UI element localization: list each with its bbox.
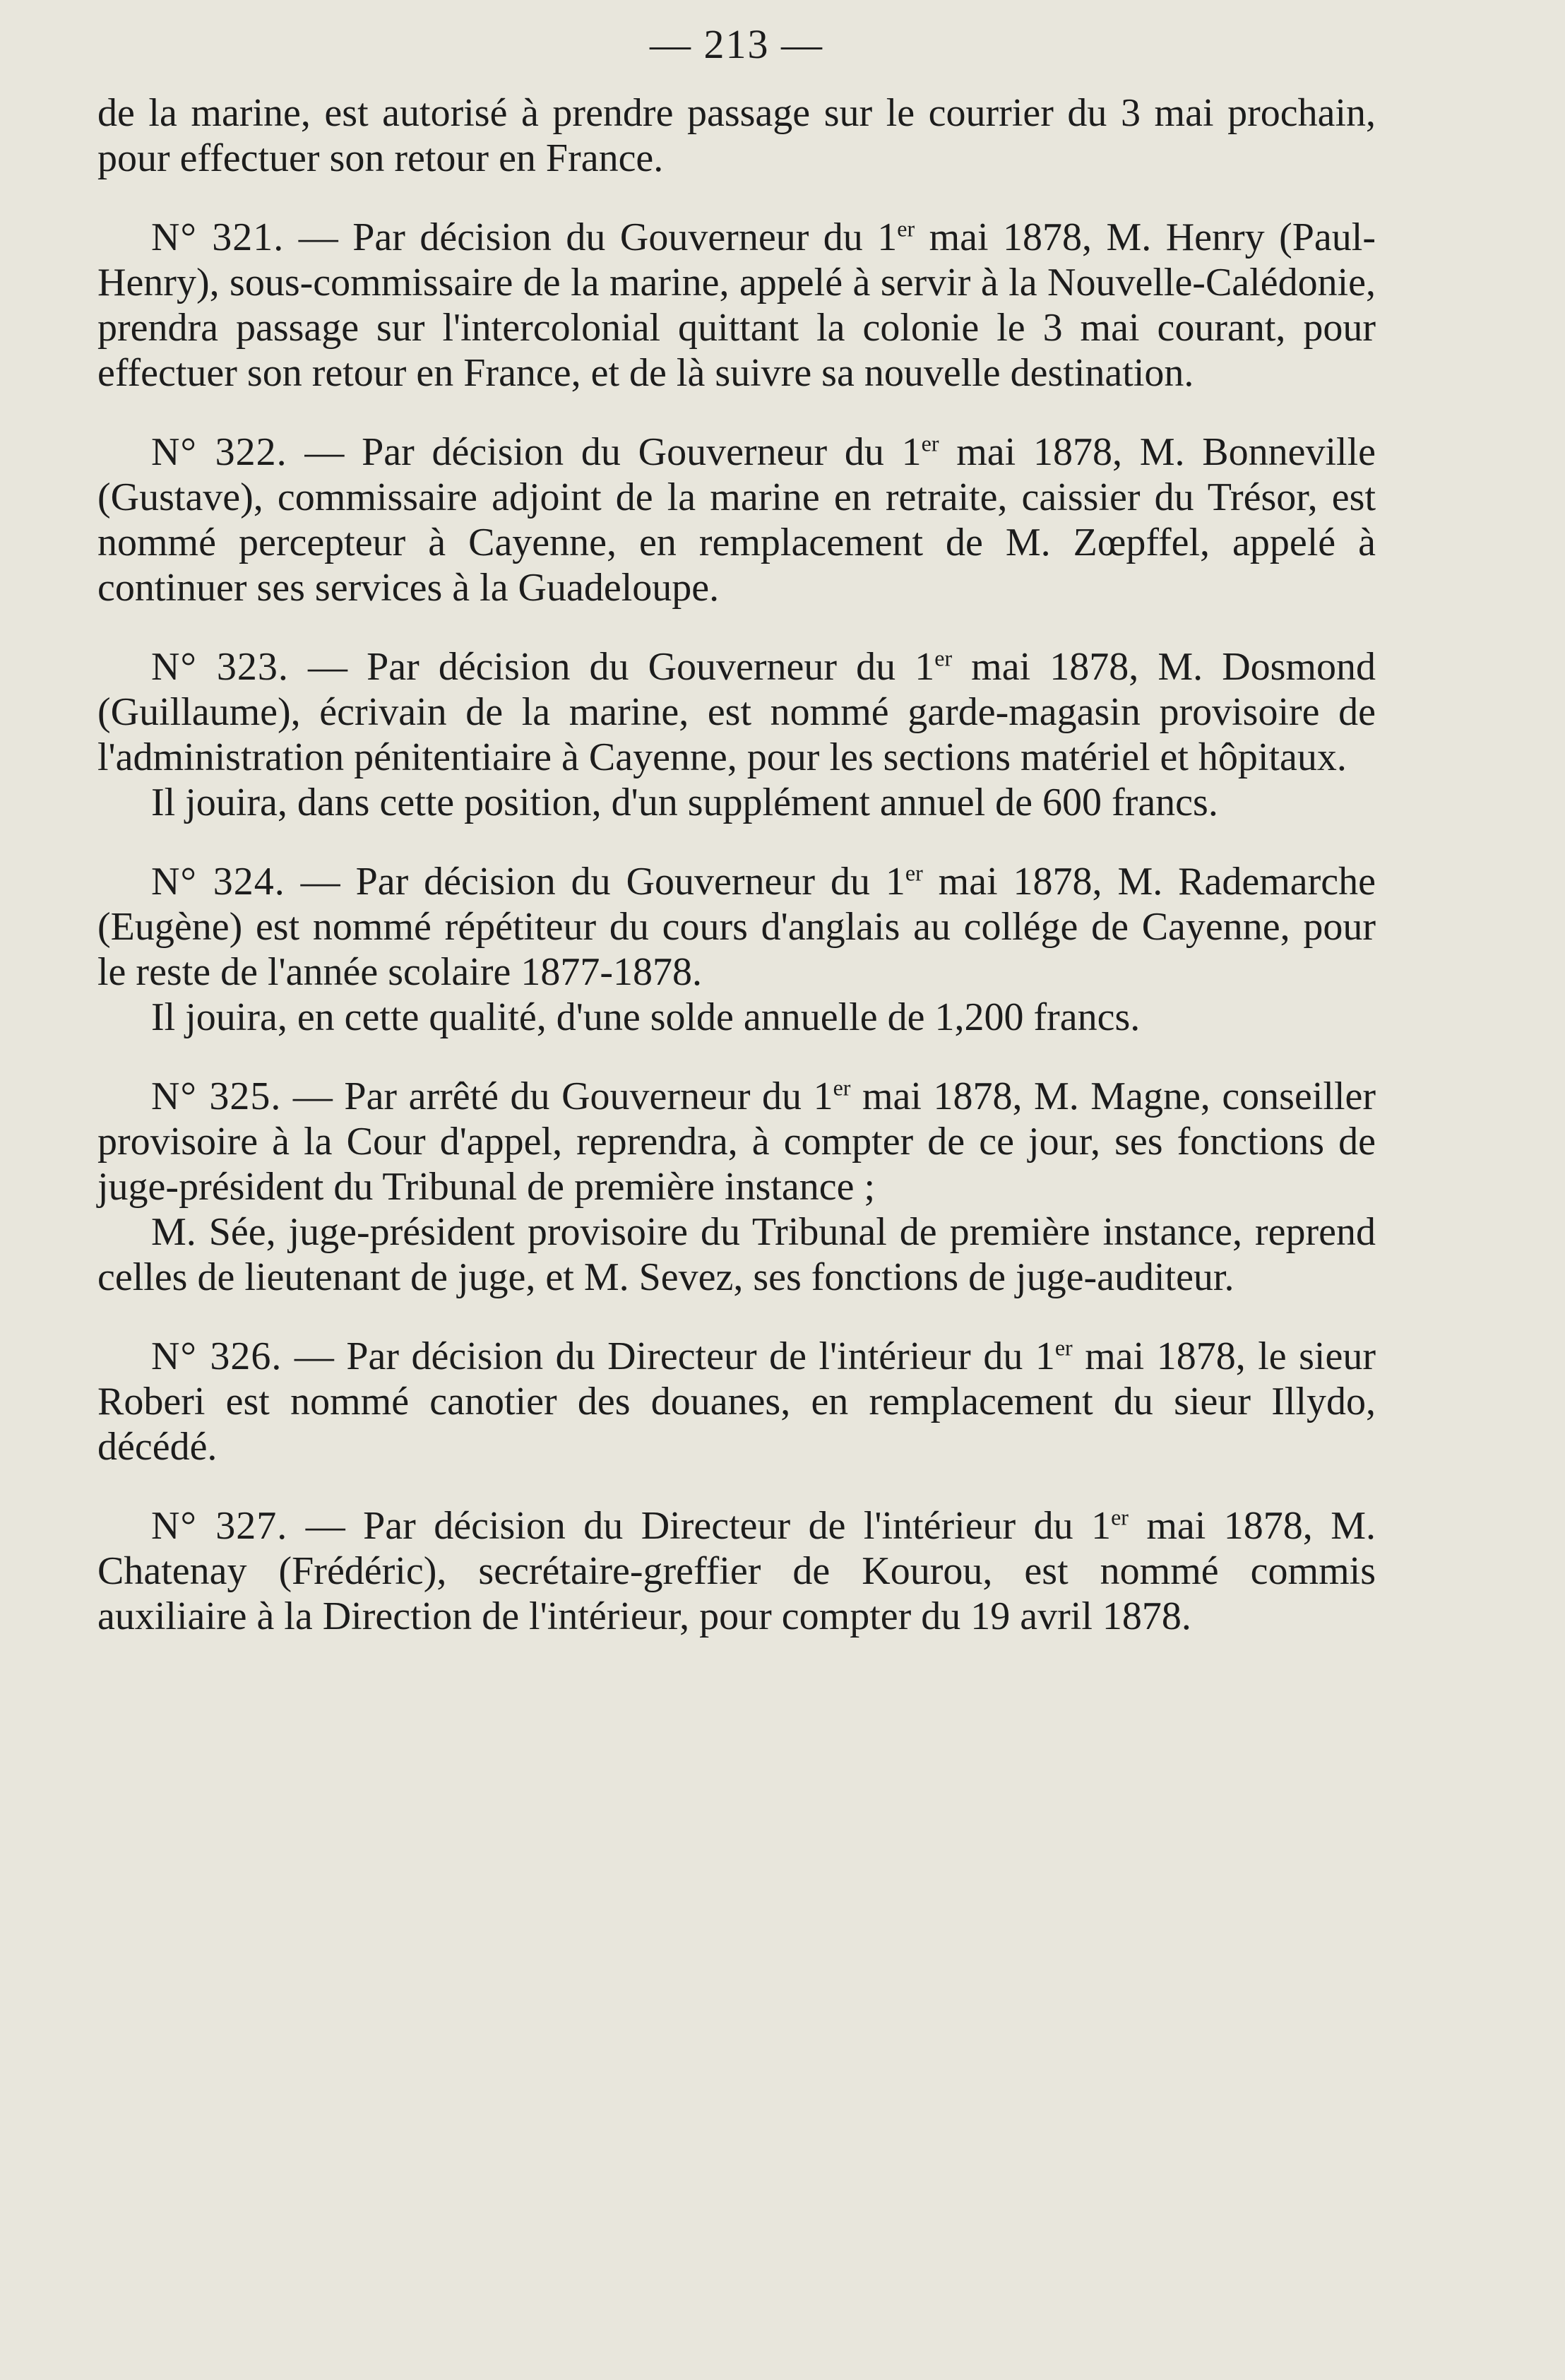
decision-text-lead: — Par décision du Gouverneur du 1 xyxy=(287,430,922,474)
decision-text-body: mai 1878, M. Dosmond (Guillaume), écrivain de la marine, est nommé garde-magasin provisoire de l'administration pénitentiaire à Cayenne, pour les sections matériel et hôpitaux. xyxy=(97,645,1376,779)
ordinal-suffix: er xyxy=(905,860,923,886)
decision-325-text xyxy=(97,1074,1376,1209)
decision-326-text xyxy=(97,1334,1376,1469)
decision-text-body: mai 1878, M. Bonneville (Gustave), commissaire adjoint de la marine en retraite, caissier du Trésor, est nommé percepteur à Cayenne, en remplacement de M. Zœpffel, appelé à continuer ses services à la Guadeloupe. xyxy=(97,430,1376,610)
ordinal-suffix: er xyxy=(1054,1334,1073,1361)
ordinal-suffix: er xyxy=(833,1074,851,1101)
decision-number: N° 321. xyxy=(151,215,285,259)
decision-321-text xyxy=(97,215,1376,396)
ordinal-suffix: er xyxy=(934,645,953,671)
decision-324-continuation: Il jouira, en cette qualité, d'une solde annuelle de 1,200 francs. xyxy=(151,995,1141,1039)
decision-327-text xyxy=(97,1503,1376,1639)
decision-number: N° 325. xyxy=(151,1074,282,1118)
ordinal-suffix: er xyxy=(1111,1504,1129,1530)
decision-text-body: mai 1878, M. Henry (Paul-Henry), sous-commissaire de la marine, appelé à servir à la Nouvelle-Calédonie, prendra passage sur l'intercolonial quittant la colonie le 3 mai courant, pour effectuer son retour en France, et de là suivre sa nouvelle destination. xyxy=(97,215,1376,395)
decision-number: N° 323. xyxy=(151,645,289,689)
intro-paragraph xyxy=(97,90,1376,181)
decision-text-body: mai 1878, le sieur Roberi est nommé canotier des douanes, en remplacement du sieur Illydo, décédé. xyxy=(97,1334,1376,1469)
decision-text-body: mai 1878, M. Chatenay (Frédéric), secrétaire-greffier de Kourou, est nommé commis auxiliaire à la Direction de l'intérieur, pour compter du 19 avril 1878. xyxy=(97,1504,1376,1638)
document-page xyxy=(97,13,1376,2358)
decision-text-body: mai 1878, M. Rademarche (Eugène) est nommé répétiteur du cours d'anglais au collége de Cayenne, pour le reste de l'année scolaire 1877-1878. xyxy=(97,860,1376,994)
decision-323-text xyxy=(97,644,1376,780)
decision-321 xyxy=(97,215,1376,396)
page-number: — 213 — xyxy=(650,21,823,67)
decision-327 xyxy=(97,1503,1376,1639)
decision-325-continuation: M. Sée, juge-président provisoire du Tribunal de première instance, reprend celles de lieutenant de juge, et M. Sevez, ses fonctions de juge-auditeur. xyxy=(97,1210,1376,1299)
decision-number: N° 322. xyxy=(151,430,287,474)
decision-325 xyxy=(97,1074,1376,1300)
decision-text-lead: — Par décision du Directeur de l'intérieur du 1 xyxy=(287,1504,1112,1548)
decision-number: N° 324. xyxy=(151,860,285,904)
decision-322-text xyxy=(97,430,1376,610)
decision-323 xyxy=(97,644,1376,825)
intro-text: de la marine, est autorisé à prendre passage sur le courrier du 3 mai prochain, pour effectuer son retour en France. xyxy=(97,91,1376,180)
decision-322 xyxy=(97,430,1376,610)
decision-324-text xyxy=(97,859,1376,995)
decision-324 xyxy=(97,859,1376,1040)
decision-323-continuation: Il jouira, dans cette position, d'un supplément annuel de 600 francs. xyxy=(151,781,1218,824)
decision-text-lead: — Par décision du Directeur de l'intérieur du 1 xyxy=(282,1334,1055,1378)
decision-text-lead: — Par décision du Gouverneur du 1 xyxy=(288,645,935,689)
decision-number: N° 326. xyxy=(151,1334,282,1378)
decision-text-lead: — Par arrêté du Gouverneur du 1 xyxy=(281,1074,833,1118)
ordinal-suffix: er xyxy=(897,215,915,242)
decision-text-lead: — Par décision du Gouverneur du 1 xyxy=(284,215,898,259)
ordinal-suffix: er xyxy=(921,430,939,456)
decision-326 xyxy=(97,1334,1376,1469)
decision-text-lead: — Par décision du Gouverneur du 1 xyxy=(285,860,905,904)
decision-number: N° 327. xyxy=(151,1504,288,1548)
decision-text-body: mai 1878, M. Magne, conseiller provisoire à la Cour d'appel, reprendra, à compter de ce jour, ses fonctions de juge-président du Tribunal de première instance ; xyxy=(97,1074,1376,1209)
